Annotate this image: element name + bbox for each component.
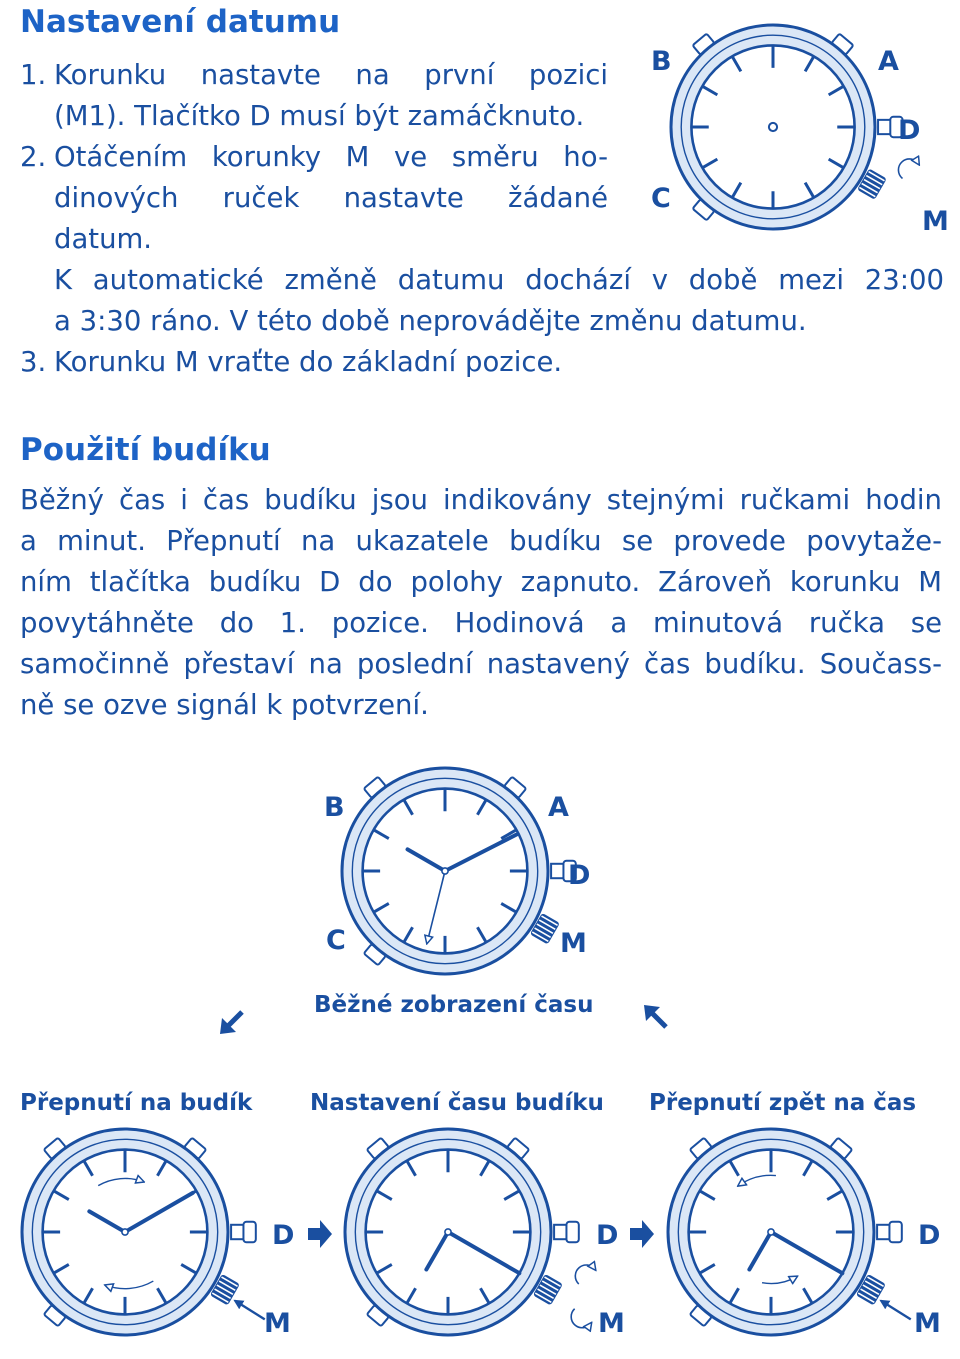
push-arrow xyxy=(235,1301,265,1320)
button-d-label: D xyxy=(272,1220,295,1251)
alarm-line: ně se ozve signál k potvrzení. xyxy=(20,689,429,721)
alarm-line: ním tlačítka budíku D do polohy zapnuto. Zároveň korunku M xyxy=(20,566,942,598)
button-c-label: C xyxy=(651,183,671,214)
rotate-icon xyxy=(575,1265,595,1284)
button-a-label: A xyxy=(878,46,899,77)
step-line: a 3:30 ráno. V této době neprovádějte změnu datumu. xyxy=(54,305,807,337)
step-number: 3. xyxy=(20,346,47,378)
button-c-label: C xyxy=(326,925,346,956)
watch-diagram-set-alarm xyxy=(345,1129,595,1335)
button-a-label: A xyxy=(548,792,569,823)
center-pin xyxy=(768,1229,774,1235)
step-line: dinových ruček nastavte žádané xyxy=(54,182,608,214)
alarm-button-d xyxy=(231,1222,256,1243)
step-line: K automatické změně datumu dochází v době mezi 23:00 xyxy=(54,264,944,296)
watch-diagram-switch-back xyxy=(668,1129,911,1335)
center-pin xyxy=(769,123,777,131)
flow-arrow-right-icon xyxy=(308,1220,332,1248)
alarm-line: a minut. Přepnutí na ukazatele budíku se provede povytaže- xyxy=(20,525,942,557)
rotate-icon xyxy=(898,159,918,179)
step-line: datum. xyxy=(54,223,153,255)
alarm-line: povytáhněte do 1. pozice. Hodinová a minutová ručka se xyxy=(20,607,942,639)
caption-switch-back: Přepnutí zpět na čas xyxy=(649,1090,917,1116)
section-title-alarm: Použití budíku xyxy=(20,432,271,468)
watch-diagram-normal-time xyxy=(342,768,576,974)
step-line: Korunku M vraťte do základní pozice. xyxy=(54,346,563,378)
button-cap xyxy=(889,1222,901,1243)
caption-set-alarm-time: Nastavení času budíku xyxy=(310,1090,604,1116)
center-pin xyxy=(122,1229,128,1235)
flow-arrow-up-left-icon xyxy=(644,1005,666,1027)
flow-arrow-down-left-icon xyxy=(220,1012,242,1034)
section-title-date: Nastavení datumu xyxy=(20,4,341,40)
caption-normal-time: Běžné zobrazení času xyxy=(314,992,594,1018)
alarm-button-d xyxy=(877,1222,902,1243)
push-arrow xyxy=(881,1301,911,1320)
button-d-label: D xyxy=(596,1220,619,1251)
crown-m-label: M xyxy=(598,1308,625,1339)
button-d-label: D xyxy=(918,1220,941,1251)
button-d-label: D xyxy=(898,115,921,146)
crown-m-label: M xyxy=(560,928,587,959)
button-cap xyxy=(243,1222,255,1243)
rotate-icon xyxy=(571,1309,591,1328)
alarm-line: Běžný čas i čas budíku jsou indikovány stejnými ručkami hodin xyxy=(20,484,942,516)
button-b-label: B xyxy=(651,46,672,77)
center-pin xyxy=(445,1229,451,1235)
step-line: Otáčením korunky M ve směru ho- xyxy=(54,141,608,173)
alarm-line: samočinně přestaví na poslední nastavený čas budíku. Součass- xyxy=(20,648,942,680)
caption-switch-to-alarm: Přepnutí na budík xyxy=(20,1090,253,1116)
step-number: 2. xyxy=(20,141,47,173)
step-line: Korunku nastavte na první pozici xyxy=(54,59,608,91)
crown-m-label: M xyxy=(264,1308,291,1339)
crown-m-label: M xyxy=(922,206,949,237)
center-pin xyxy=(442,868,448,874)
step-line: (M1). Tlačítko D musí být zamáčknuto. xyxy=(54,100,585,132)
button-d-label: D xyxy=(568,860,591,891)
button-cap xyxy=(566,1222,578,1243)
button-b-label: B xyxy=(324,792,345,823)
step-number: 1. xyxy=(20,59,47,91)
alarm-button-d xyxy=(554,1222,579,1243)
watch-diagram-switch-to-alarm xyxy=(22,1129,265,1335)
flow-arrow-right-icon xyxy=(630,1220,654,1248)
crown-m-label: M xyxy=(914,1308,941,1339)
